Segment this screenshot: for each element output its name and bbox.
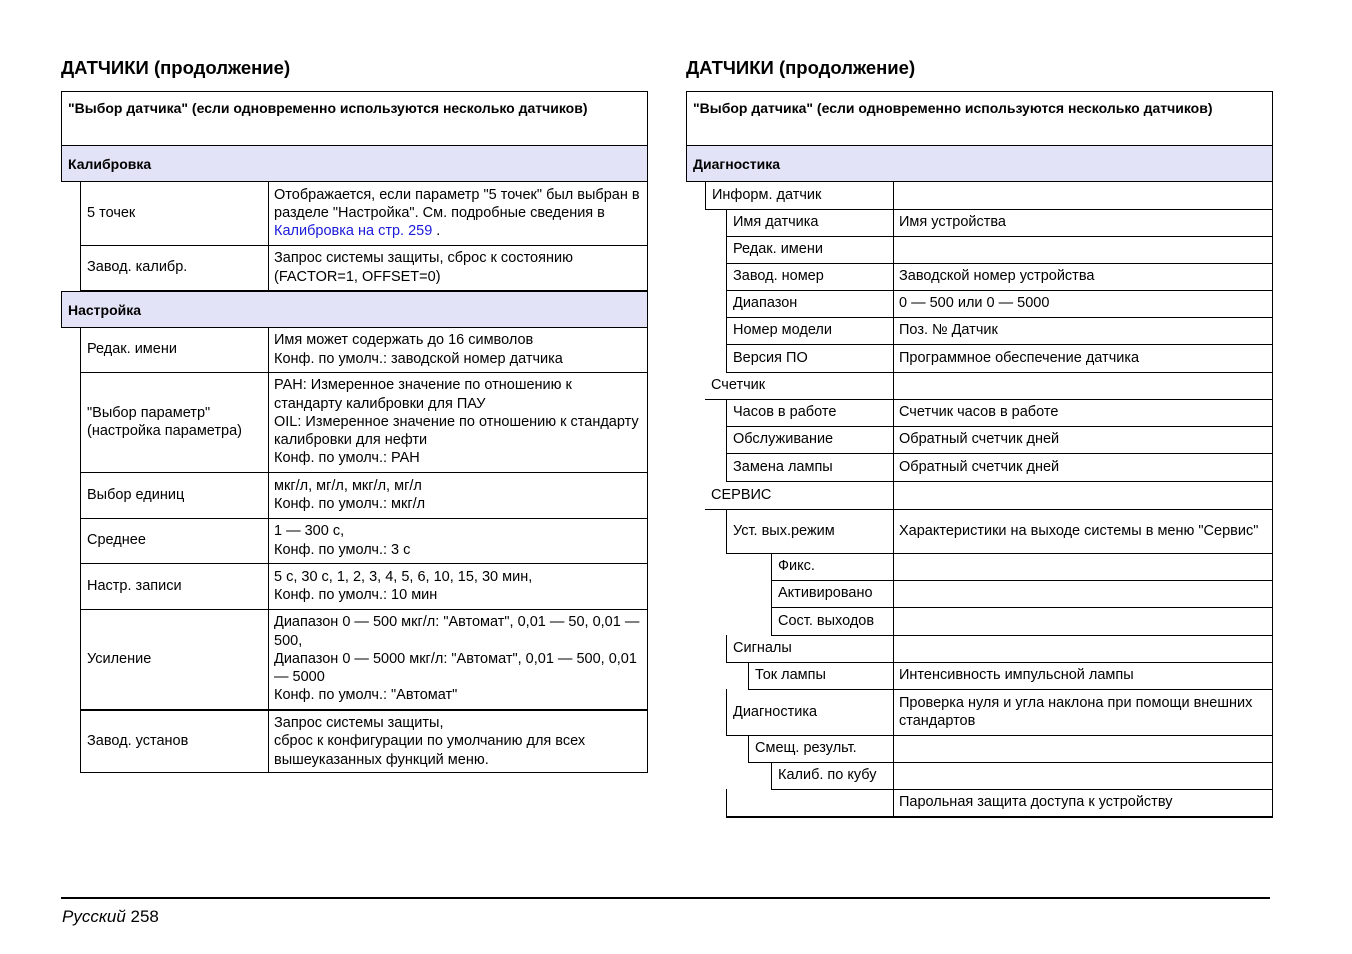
- row-desc-active: [893, 580, 1273, 608]
- table-header: "Выбор датчика" (если одновременно используются несколько датчиков): [61, 91, 648, 146]
- row-name-factory-calibration: Завод. калибр.: [80, 245, 269, 291]
- row-name-select-units: Выбор единиц: [80, 472, 269, 519]
- row-desc-output-mode: Характеристики на выходе системы в меню "Сервис": [893, 509, 1273, 554]
- row-desc-software-version: Программное обеспечение датчика: [893, 344, 1273, 373]
- row-name-serial-number: Завод. номер: [726, 263, 894, 291]
- row-desc-average: 1 — 300 с, Конф. по умолч.: 3 с: [268, 518, 648, 564]
- row-name-output-state: Сост. выходов: [771, 607, 894, 636]
- row-desc-maintenance: Обратный счетчик дней: [893, 426, 1273, 454]
- row-desc-sensor-info: [893, 181, 1273, 210]
- row-desc-operating-hours: Счетчик часов в работе: [893, 399, 1273, 427]
- row-name-gain: Усиление: [80, 609, 269, 710]
- row-name-password: [726, 789, 894, 818]
- row-desc-lamp-current: Интенсивность импульсной лампы: [893, 662, 1273, 690]
- row-name-average: Среднее: [80, 518, 269, 564]
- row-name-maintenance: Обслуживание: [726, 426, 894, 454]
- row-name-operating-hours: Часов в работе: [726, 399, 894, 427]
- row-desc-signals: [893, 635, 1273, 663]
- row-name-diagnostics: Диагностика: [726, 689, 894, 736]
- row-desc-gain: Диапазон 0 — 500 мкг/л: "Автомат", 0,01 — 50, 0,01 — 500, Диапазон 0 — 5000 мкг/л: "Автомат", 0,01 — 500, 0,01 — 5000 Конф. по умолч.: "Автомат": [268, 609, 648, 710]
- row-desc-5-points: Отображается, если параметр "5 точек" был выбран в разделе "Настройка". См. подробные сведения в Калибровка на стр. 259 .: [268, 181, 648, 246]
- row-name-cube-calibration: Калиб. по кубу: [771, 762, 894, 790]
- row-name-edit-name: Редак. имени: [80, 327, 269, 373]
- row-desc-diagnostics: Проверка нуля и угла наклона при помощи внешних стандартов: [893, 689, 1273, 736]
- row-desc-edit-name: [893, 236, 1273, 264]
- row-desc-offset-result: [893, 735, 1273, 763]
- row-desc-service: [893, 481, 1273, 510]
- band-diagnostics: Диагностика: [686, 145, 1273, 182]
- row-name-service: СЕРВИС: [705, 481, 894, 510]
- row-name-software-version: Версия ПО: [726, 344, 894, 373]
- row-name-log-setup: Настр. записи: [80, 563, 269, 610]
- row-name-5-points: 5 точек: [80, 181, 269, 246]
- row-desc-counter: [893, 372, 1273, 400]
- row-desc-lamp-replacement: Обратный счетчик дней: [893, 453, 1273, 482]
- row-desc-serial-number: Заводской номер устройства: [893, 263, 1273, 291]
- row-desc-model-number: Поз. № Датчик: [893, 317, 1273, 345]
- row-name-signals: Сигналы: [726, 635, 894, 663]
- row-name-lamp-replacement: Замена лампы: [726, 453, 894, 482]
- row-name-model-number: Номер модели: [726, 317, 894, 345]
- section-title: ДАТЧИКИ (продолжение): [61, 57, 291, 78]
- row-desc-factory-calibration: Запрос системы защиты, сброс к состоянию (FACTOR=1, OFFSET=0): [268, 245, 648, 291]
- row-name-select-parameter: "Выбор параметр" (настройка параметра): [80, 372, 269, 473]
- page-number: 258: [130, 907, 159, 926]
- row-name-counter: Счетчик: [705, 372, 894, 400]
- row-name-output-mode: Уст. вых.режим: [726, 509, 894, 554]
- row-desc-select-parameter: PAH: Измеренное значение по отношению к стандарту калибровки для ПАУ OIL: Измеренное значение по отношению к стандарту калибровки для нефти Конф. по умолч.: PAH: [268, 372, 648, 473]
- row-desc-sensor-name: Имя устройства: [893, 209, 1273, 237]
- row-desc-hold: [893, 553, 1273, 581]
- band-calibration: Калибровка: [61, 145, 648, 182]
- calibration-link[interactable]: Калибровка на стр. 259: [274, 223, 433, 240]
- section-title: ДАТЧИКИ (продолжение): [686, 57, 916, 78]
- table-header: "Выбор датчика" (если одновременно используются несколько датчиков): [686, 91, 1273, 146]
- row-desc-range: 0 — 500 или 0 — 5000: [893, 290, 1273, 318]
- row-name-sensor-info: Информ. датчик: [705, 181, 894, 210]
- row-name-offset-result: Смещ. результ.: [748, 735, 894, 763]
- row-name-hold: Фикс.: [771, 553, 894, 581]
- row-name-active: Активировано: [771, 580, 894, 608]
- band-setup: Настройка: [61, 291, 648, 328]
- footer-language: Русский: [62, 907, 126, 926]
- row-desc-output-state: [893, 607, 1273, 636]
- row-name-factory-reset: Завод. установ: [80, 709, 269, 773]
- page-footer: [62, 907, 159, 927]
- row-name-range: Диапазон: [726, 290, 894, 318]
- footer-rule: [61, 897, 1270, 899]
- row-name-edit-name: Редак. имени: [726, 236, 894, 264]
- row-desc-log-setup: 5 с, 30 с, 1, 2, 3, 4, 5, 6, 10, 15, 30 мин, Конф. по умолч.: 10 мин: [268, 563, 648, 610]
- row-name-sensor-name: Имя датчика: [726, 209, 894, 237]
- row-name-lamp-current: Ток лампы: [748, 662, 894, 690]
- row-desc-cube-calibration: [893, 762, 1273, 790]
- row-desc-password: Парольная защита доступа к устройству: [893, 789, 1273, 818]
- row-desc-edit-name: Имя может содержать до 16 символов Конф. по умолч.: заводской номер датчика: [268, 327, 648, 373]
- row-desc-factory-reset: Запрос системы защиты, сброс к конфигурации по умолчанию для всех вышеуказанных функций меню.: [268, 709, 648, 773]
- row-desc-select-units: мкг/л, мг/л, мкг/л, мг/л Конф. по умолч.: мкг/л: [268, 472, 648, 519]
